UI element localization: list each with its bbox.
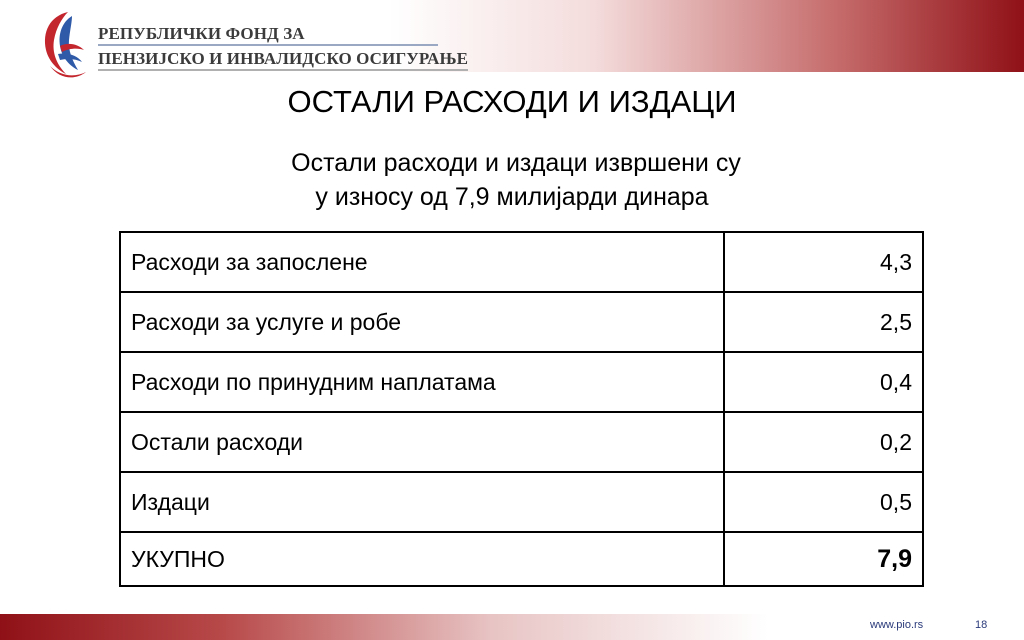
row-label: Издаци [120, 472, 724, 532]
row-label: Расходи за запослене [120, 232, 724, 292]
organization-name-line2: ПЕНЗИЈСКО И ИНВАЛИДСКО ОСИГУРАЊЕ [98, 49, 469, 68]
row-value: 0,5 [724, 472, 923, 532]
row-label: Расходи за услуге и робе [120, 292, 724, 352]
total-row [120, 532, 923, 586]
row-label: Расходи по принудним наплатама [120, 352, 724, 412]
row-value: 2,5 [724, 292, 923, 352]
row-value: 4,3 [724, 232, 923, 292]
subtitle-line2: у износу од 7,9 милијарди динара [315, 183, 709, 211]
total-label: УКУПНО [120, 532, 724, 586]
row-value: 0,2 [724, 412, 923, 472]
row-value: 0,4 [724, 352, 923, 412]
table-row [120, 472, 923, 532]
footer-website-link[interactable]: www.pio.rs [870, 619, 924, 631]
total-value: 7,9 [724, 532, 923, 586]
table-row [120, 292, 923, 352]
logo-underline [98, 69, 468, 71]
organization-name-line1: РЕПУБЛИЧКИ ФОНД ЗА [98, 24, 305, 43]
pio-fund-logo-icon [38, 6, 96, 82]
expenses-table [119, 231, 924, 587]
row-label: Остали расходи [120, 412, 724, 472]
table-row [120, 232, 923, 292]
table-row [120, 352, 923, 412]
page-number: 18 [975, 619, 988, 631]
slide-subtitle [0, 146, 1024, 214]
logo-divider [98, 44, 438, 46]
subtitle-line1: Остали расходи и издаци извршени су [291, 149, 741, 177]
organization-logo [38, 6, 469, 84]
slide-title: ОСТАЛИ РАСХОДИ И ИЗДАЦИ [287, 84, 737, 119]
table-row [120, 412, 923, 472]
